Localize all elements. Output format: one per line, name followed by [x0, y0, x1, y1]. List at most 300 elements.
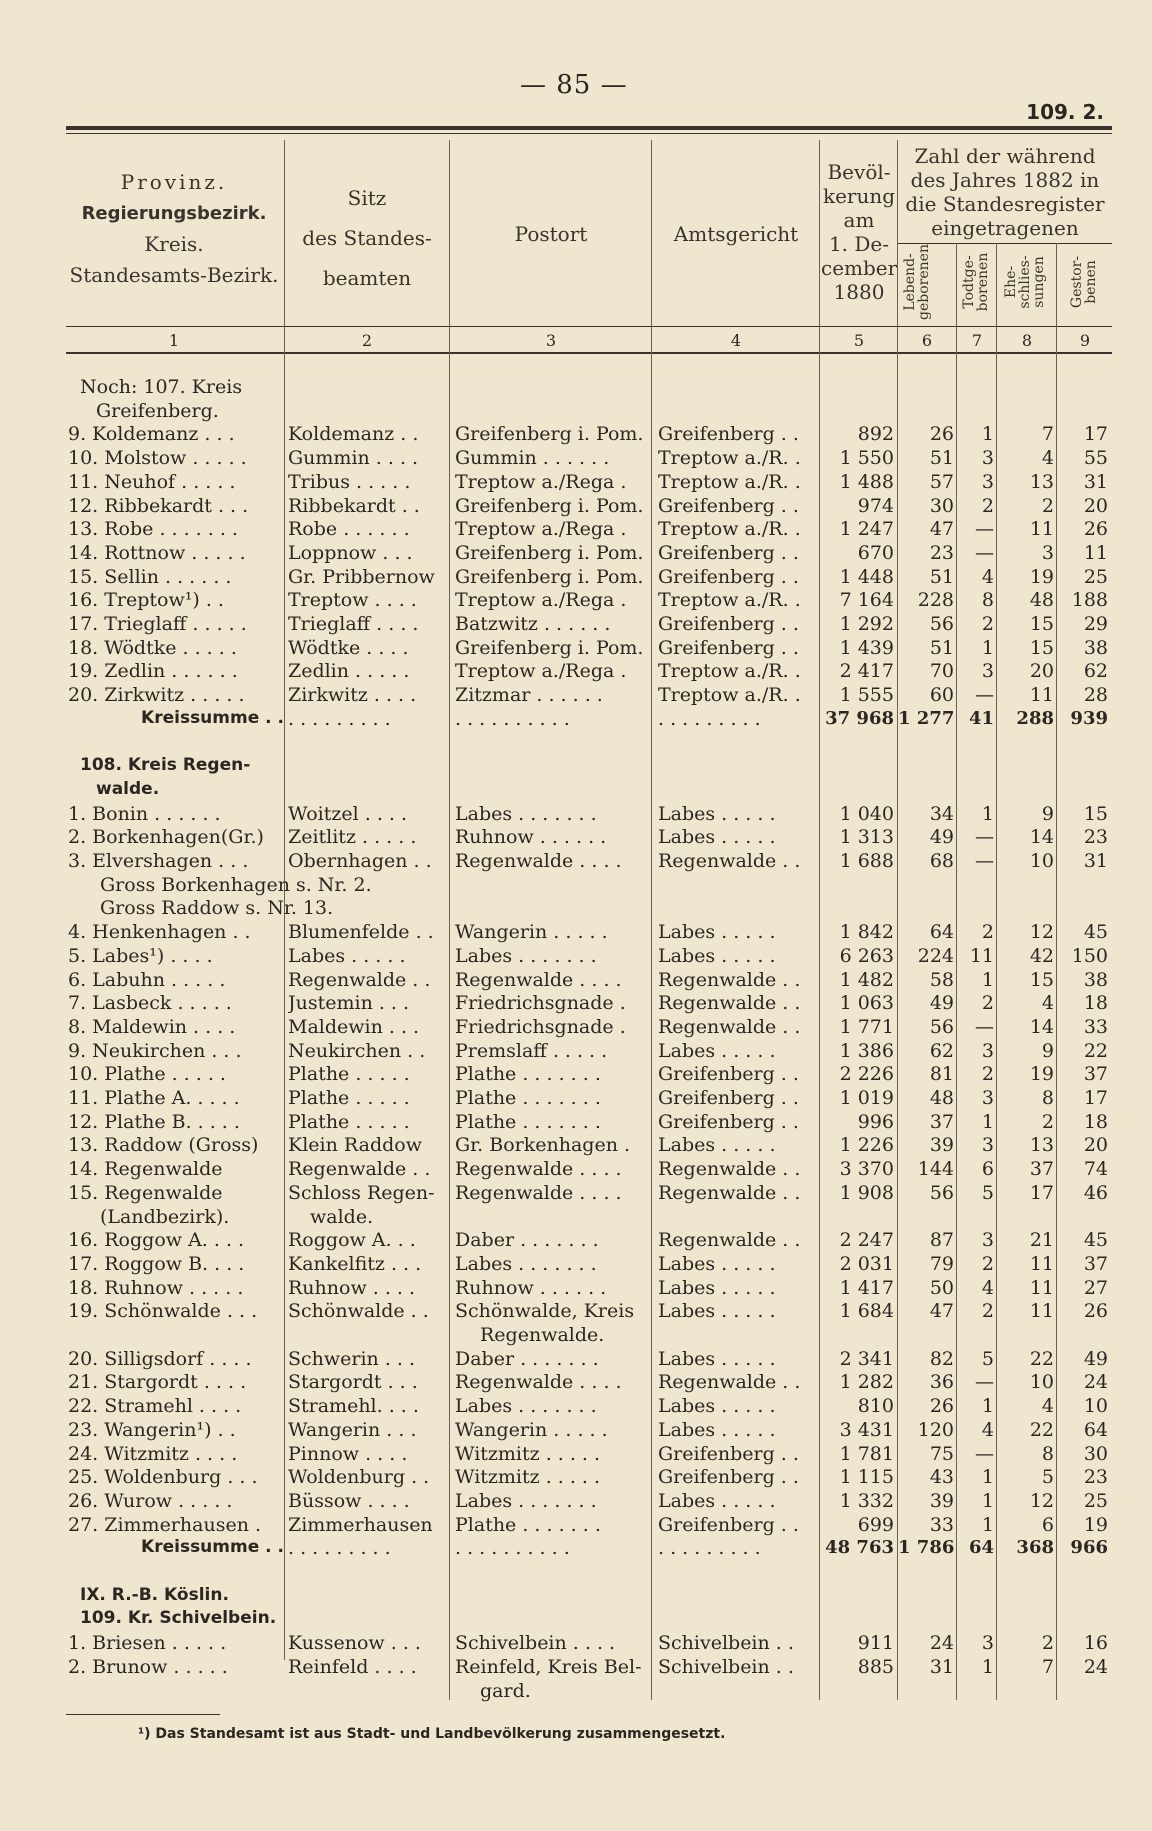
cell-c6: 62 — [929, 1039, 954, 1062]
cell-c3: Regenwalde . . . . — [455, 850, 622, 872]
cell-c2: Gr. Pribbernow — [288, 565, 435, 588]
cell-c1: Gross Raddow s. Nr. 13. — [100, 897, 334, 920]
cell-c6: 48 — [929, 1087, 954, 1109]
table-row — [0, 826, 1152, 850]
column-number: 6 — [921, 331, 933, 350]
cell-c3: Gummin . . . . . . — [455, 447, 610, 470]
cell-c2: Trieglaff . . . . — [288, 613, 419, 635]
cell-c9: 31 — [1083, 470, 1108, 493]
cell-c3: Daber . . . . . . . — [455, 1229, 599, 1252]
cell-c3: Plathe . . . . . . . — [455, 1063, 601, 1086]
table-row — [0, 921, 1152, 945]
cell-c1: 24. Witzmitz . . . . — [68, 1442, 238, 1465]
cell-c4: Treptow a./R. . — [658, 589, 801, 612]
table-row — [0, 447, 1152, 471]
cell-c2: Woitzel . . . . — [288, 802, 408, 825]
cell-c6: 33 — [929, 1513, 954, 1536]
table-row — [0, 850, 1152, 874]
cell-c8: 10 — [1029, 1371, 1054, 1394]
cell-c7: 1 — [981, 968, 994, 991]
cell-c6: 23 — [929, 541, 954, 564]
table-row — [0, 1040, 1152, 1064]
cell-c3: Greifenberg i. Pom. — [455, 423, 644, 446]
header-line: 1880 — [833, 280, 885, 304]
cell-c4: Labes . . . . . — [658, 944, 776, 967]
cell-c8: 4 — [1041, 1395, 1054, 1418]
cell-c5: 1 063 — [839, 992, 894, 1015]
top-rule — [66, 126, 1112, 130]
cell-c8: 288 — [1016, 707, 1054, 729]
cell-c4: Treptow a./R. . — [658, 518, 801, 541]
cell-c6: 120 — [917, 1418, 954, 1441]
cell-c9: 29 — [1083, 613, 1108, 635]
cell-c8: 19 — [1029, 1063, 1054, 1086]
cell-c1: 3. Elvershagen . . . — [68, 850, 249, 872]
cell-c4: Labes . . . . . — [658, 1252, 776, 1275]
cell-c3: Regenwalde . . . . — [455, 1158, 622, 1181]
table-row — [0, 1134, 1152, 1158]
cell-c2: Schönwalde . . — [288, 1300, 429, 1323]
cell-c8: 13 — [1029, 470, 1054, 493]
cell-c5: 996 — [857, 1110, 894, 1133]
cell-c4: Regenwalde . . — [658, 992, 801, 1015]
cell-c5: 1 488 — [839, 470, 894, 493]
cell-c4: Regenwalde . . — [658, 968, 801, 991]
cell-c9: 22 — [1083, 1039, 1108, 1062]
cell-c3: Ruhnow . . . . . . — [455, 826, 607, 849]
cell-c5: 974 — [857, 494, 894, 517]
header-line: Standesamts-Bezirk. — [69, 263, 279, 287]
cell-c9: 966 — [1070, 1537, 1108, 1559]
cell-c6: 51 — [929, 565, 954, 588]
cell-c7: 2 — [981, 992, 994, 1015]
cell-c3: Greifenberg i. Pom. — [455, 636, 644, 659]
cell-c6: 51 — [929, 447, 954, 470]
cell-c9: 24 — [1083, 1655, 1108, 1678]
header-line: Kreis. — [144, 232, 204, 256]
header-line: Bevöl- — [827, 160, 891, 184]
header-eheschliessungen: Ehe-schlies-sungen — [1003, 255, 1047, 309]
cell-c3: Plathe . . . . . . . — [455, 1513, 601, 1536]
cell-c6: 56 — [929, 1015, 954, 1038]
cell-c1: 9. Neukirchen . . . — [68, 1039, 242, 1062]
cell-c1: 11. Plathe A. . . . . — [68, 1087, 240, 1109]
cell-c5: 911 — [857, 1632, 894, 1655]
cell-c6: 81 — [929, 1063, 954, 1086]
cell-c6: 87 — [929, 1229, 954, 1252]
cell-c1: IX. R.-B. Köslin. — [80, 1584, 229, 1605]
cell-c8: 2 — [1041, 1110, 1054, 1133]
note-row — [0, 897, 1152, 921]
cell-c5: 1 771 — [839, 1015, 894, 1038]
table-row — [0, 803, 1152, 827]
cell-c9: 19 — [1083, 1513, 1108, 1536]
cell-c7: 3 — [981, 660, 994, 683]
cell-c4: Greifenberg . . — [658, 613, 799, 635]
cell-c8: 22 — [1029, 1418, 1054, 1441]
cell-c1: 11. Neuhof . . . . . — [68, 470, 236, 493]
table-row — [0, 660, 1152, 684]
cell-c2: . . . . . . . . . — [288, 707, 391, 730]
cell-c5: 37 968 — [825, 707, 894, 729]
cell-c5: 892 — [857, 423, 894, 446]
header-sitz — [286, 178, 448, 298]
cell-c6: 49 — [929, 826, 954, 849]
cell-c2: Wödtke . . . . — [288, 636, 409, 659]
cell-c7: 2 — [981, 494, 994, 517]
cell-c8: 14 — [1029, 1015, 1054, 1038]
table-row — [0, 1419, 1152, 1443]
table-row — [0, 1490, 1152, 1514]
cell-c4: Greifenberg . . — [658, 541, 799, 564]
cell-c8: 10 — [1029, 850, 1054, 872]
cell-c7: — — [975, 1442, 994, 1465]
page-header — [0, 70, 1152, 124]
cell-c3: Treptow a./Rega . — [455, 660, 627, 683]
cell-c9: 18 — [1083, 1110, 1108, 1133]
cell-c3: Treptow a./Rega . — [455, 470, 627, 493]
section-heading — [0, 376, 1152, 400]
cell-c5: 1 282 — [839, 1371, 894, 1394]
header-line: Regierungsbezirk. — [81, 203, 267, 224]
cell-c5: 1 226 — [839, 1134, 894, 1157]
cell-c1: 17. Trieglaff . . . . . — [68, 613, 247, 635]
cell-c7: — — [975, 826, 994, 849]
cell-c6: 43 — [929, 1466, 954, 1489]
cell-c3: Gr. Borkenhagen . — [455, 1134, 631, 1157]
cell-c2: Zedlin . . . . . — [288, 660, 410, 683]
cell-c2: Tribus . . . . . — [288, 470, 411, 493]
header-line: des Standes- — [302, 226, 432, 250]
table-row — [0, 1371, 1152, 1395]
cell-c5: 1 332 — [839, 1489, 894, 1512]
cell-c1: 22. Stramehl . . . . — [68, 1395, 242, 1418]
cell-c2: Plathe . . . . . — [288, 1063, 410, 1086]
cell-c7: 3 — [981, 1632, 994, 1655]
cell-c7: 4 — [981, 1276, 994, 1299]
cell-c5: 1 482 — [839, 968, 894, 991]
cell-c3: Labes . . . . . . . — [455, 1489, 597, 1512]
cell-c7: 3 — [981, 1134, 994, 1157]
cell-c5: 1 115 — [839, 1466, 894, 1489]
cell-c4: Regenwalde . . — [658, 1371, 801, 1394]
cell-c5: 3 370 — [839, 1158, 894, 1181]
cell-c5: 48 763 — [825, 1537, 894, 1559]
cell-c7: 1 — [981, 802, 994, 825]
cell-c7: — — [975, 684, 994, 707]
table-row — [0, 1443, 1152, 1467]
cell-c3: Witzmitz . . . . . — [455, 1442, 601, 1465]
cell-c4: Treptow a./R. . — [658, 470, 801, 493]
cell-c9: 45 — [1083, 1229, 1108, 1252]
cell-c9: 45 — [1083, 921, 1108, 944]
cell-c3: Zitzmar . . . . . . — [455, 684, 603, 707]
header-provinz — [66, 170, 282, 288]
cell-c7: 2 — [981, 1252, 994, 1275]
cell-c3: Labes . . . . . . . — [455, 1395, 597, 1418]
cell-c2: Pinnow . . . . — [288, 1442, 408, 1465]
cell-c2: Ribbekardt . . — [288, 494, 420, 517]
cell-c1: 13. Robe . . . . . . . — [68, 518, 238, 541]
cell-c8: 11 — [1029, 1276, 1054, 1299]
cell-c7: 3 — [981, 470, 994, 493]
cell-c5: 6 263 — [839, 944, 894, 967]
cell-c2: Zimmerhausen — [288, 1513, 433, 1536]
cell-c3: Greifenberg i. Pom. — [455, 565, 644, 588]
cell-c1: 10. Molstow . . . . . — [68, 447, 247, 470]
cell-c9: 25 — [1083, 565, 1108, 588]
cell-c7: 5 — [981, 1347, 994, 1370]
cell-c2: Koldemanz . . — [288, 423, 419, 446]
header-line: am — [843, 208, 875, 232]
cell-c2: Schloss Regen- — [288, 1181, 435, 1204]
cell-c1: 26. Wurow . . . . . — [68, 1489, 233, 1512]
cell-c5: 810 — [857, 1395, 894, 1418]
cell-c9: 16 — [1083, 1632, 1108, 1655]
table-row — [0, 1395, 1152, 1419]
cell-c4: Greifenberg . . — [658, 423, 799, 446]
table-row — [0, 1229, 1152, 1253]
cell-c8: 2 — [1041, 494, 1054, 517]
cell-c9: 27 — [1083, 1276, 1108, 1299]
table-row — [0, 1514, 1152, 1538]
table-row — [0, 1466, 1152, 1490]
cell-c6: 58 — [929, 968, 954, 991]
header-line: die Standesregister — [905, 192, 1105, 216]
cell-c6: 36 — [929, 1371, 954, 1394]
cell-c2: Obernhagen . . — [288, 850, 432, 872]
cell-c1: 17. Roggow B. . . . — [68, 1252, 245, 1275]
cell-c1: 20. Zirkwitz . . . . . — [68, 684, 245, 707]
cell-c4: Regenwalde . . — [658, 1181, 801, 1204]
header-zahl — [899, 144, 1111, 240]
cell-c2: Zirkwitz . . . . — [288, 684, 417, 707]
column-number: 8 — [1021, 331, 1033, 350]
cell-c5: 2 226 — [839, 1063, 894, 1086]
table-row — [0, 542, 1152, 566]
cell-c3: Daber . . . . . . . — [455, 1347, 599, 1370]
cell-c2: Stramehl. . . . — [288, 1395, 419, 1418]
cell-c8: 22 — [1029, 1347, 1054, 1370]
cell-c3: Ruhnow . . . . . . — [455, 1276, 607, 1299]
cell-c3: . . . . . . . . . . — [455, 707, 570, 730]
cell-c9: 11 — [1083, 541, 1108, 564]
header-line: des Jahres 1882 in — [910, 168, 1100, 192]
cell-c9: 38 — [1083, 636, 1108, 659]
cell-c4: . . . . . . . . . — [658, 1537, 761, 1560]
cell-c5: 1 842 — [839, 921, 894, 944]
note-row — [0, 874, 1152, 898]
cell-c5: 670 — [857, 541, 894, 564]
cell-c4: Labes . . . . . — [658, 1276, 776, 1299]
cell-c1: Kreissumme . . — [141, 707, 284, 728]
cell-c1: 12. Plathe B. . . . . — [68, 1110, 240, 1133]
header-amtsgericht: Amtsgericht — [673, 222, 799, 246]
cell-c7: 6 — [981, 1158, 994, 1181]
cell-c3: . . . . . . . . . . — [455, 1537, 570, 1560]
cell-c4: Labes . . . . . — [658, 1347, 776, 1370]
cell-c4: Greifenberg . . — [658, 565, 799, 588]
cell-c3: Schivelbein . . . . — [455, 1632, 616, 1655]
table-row — [0, 684, 1152, 708]
table-row — [0, 1158, 1152, 1182]
cell-c7: — — [975, 1371, 994, 1394]
cell-c8: 11 — [1029, 684, 1054, 707]
cell-c6: 228 — [917, 589, 954, 612]
cell-c9: 17 — [1083, 423, 1108, 446]
cell-c6: 39 — [929, 1489, 954, 1512]
cell-c7: 1 — [981, 1655, 994, 1678]
cell-c2: Regenwalde . . — [288, 1158, 431, 1181]
cell-c1: 13. Raddow (Gross) — [68, 1134, 259, 1157]
cell-c1: 8. Maldewin . . . . — [68, 1015, 236, 1038]
cell-c1: (Landbezirk). — [100, 1205, 230, 1228]
cell-c2: Maldewin . . . — [288, 1015, 420, 1038]
top-rule-thin — [66, 133, 1112, 134]
cell-c6: 50 — [929, 1276, 954, 1299]
cell-c5: 1 550 — [839, 447, 894, 470]
cell-c6: 51 — [929, 636, 954, 659]
table-row — [0, 1300, 1152, 1324]
cell-c6: 56 — [929, 613, 954, 635]
cell-c7: — — [975, 850, 994, 872]
cell-c3: gard. — [480, 1679, 531, 1702]
cell-c1: 18. Ruhnow . . . . . — [68, 1276, 244, 1299]
cell-c3: Labes . . . . . . . — [455, 1252, 597, 1275]
cell-c4: Greifenberg . . — [658, 1087, 799, 1109]
cell-c8: 13 — [1029, 1134, 1054, 1157]
cell-c8: 21 — [1029, 1229, 1054, 1252]
cell-c4: Labes . . . . . — [658, 1134, 776, 1157]
cell-c8: 37 — [1029, 1158, 1054, 1181]
table-row — [0, 1253, 1152, 1277]
cell-c2: walde. — [310, 1205, 374, 1228]
table-row — [0, 1632, 1152, 1656]
cell-c7: — — [975, 518, 994, 541]
cell-c2: Loppnow . . . — [288, 541, 413, 564]
cell-c7: 1 — [981, 1513, 994, 1536]
cell-c4: Regenwalde . . — [658, 1015, 801, 1038]
cell-c5: 2 417 — [839, 660, 894, 683]
cell-c2: Wangerin . . . — [288, 1418, 417, 1441]
cell-c6: 75 — [929, 1442, 954, 1465]
header-postort: Postort — [514, 222, 588, 246]
cell-c8: 14 — [1029, 826, 1054, 849]
cell-c4: Greifenberg . . — [658, 1063, 799, 1086]
cell-c1: 19. Schönwalde . . . — [68, 1300, 258, 1323]
cell-c1: 1. Bonin . . . . . . — [68, 802, 221, 825]
table-row — [0, 566, 1152, 590]
cell-c4: Labes . . . . . — [658, 1489, 776, 1512]
cell-c2: Regenwalde . . — [288, 968, 431, 991]
cell-c6: 30 — [929, 494, 954, 517]
cell-c8: 9 — [1041, 1039, 1054, 1062]
cell-c5: 1 555 — [839, 684, 894, 707]
table-row — [0, 1087, 1152, 1111]
cell-c4: Schivelbein . . — [658, 1632, 794, 1655]
cell-c3: Witzmitz . . . . . — [455, 1466, 601, 1489]
cell-c4: Labes . . . . . — [658, 1300, 776, 1323]
cell-c3: Plathe . . . . . . . — [455, 1087, 601, 1109]
cell-c1: 20. Silligsdorf . . . . — [68, 1347, 252, 1370]
section-heading — [0, 779, 1152, 803]
cell-c2: Kussenow . . . — [288, 1632, 421, 1655]
cell-c3: Wangerin . . . . . — [455, 921, 608, 944]
cell-c6: 70 — [929, 660, 954, 683]
header-bevoelkerung — [821, 160, 897, 304]
cell-c7: 1 — [981, 1489, 994, 1512]
cell-c2: Schwerin . . . — [288, 1347, 416, 1370]
cell-c1: walde. — [96, 778, 160, 799]
cell-c4: Labes . . . . . — [658, 826, 776, 849]
cell-c1: Gross Borkenhagen s. Nr. 2. — [100, 873, 372, 896]
cell-c7: 5 — [981, 1181, 994, 1204]
cell-c1: 14. Rottnow . . . . . — [68, 541, 246, 564]
cell-c8: 11 — [1029, 1300, 1054, 1323]
cell-c6: 49 — [929, 992, 954, 1015]
cell-c2: . . . . . . . . . — [288, 1537, 391, 1560]
table-row — [0, 992, 1152, 1016]
header-line: eingetragenen — [931, 216, 1079, 240]
cell-c6: 68 — [929, 850, 954, 872]
cell-c3: Labes . . . . . . . — [455, 944, 597, 967]
cell-c8: 8 — [1041, 1442, 1054, 1465]
cell-c1: 25. Woldenburg . . . — [68, 1466, 258, 1489]
cell-c3: Regenwalde. — [480, 1324, 605, 1346]
cell-c6: 79 — [929, 1252, 954, 1275]
footnote-rule — [66, 1714, 220, 1715]
cell-c1: Kreissumme . . — [141, 1537, 284, 1558]
cell-c7: 8 — [981, 589, 994, 612]
cell-c6: 24 — [929, 1632, 954, 1655]
column-number: 1 — [168, 331, 180, 350]
cell-c7: 4 — [981, 565, 994, 588]
cell-c9: 55 — [1083, 447, 1108, 470]
cell-c9: 28 — [1083, 684, 1108, 707]
header-line: Provinz. — [120, 170, 228, 194]
cell-c7: 2 — [981, 921, 994, 944]
cell-c9: 37 — [1083, 1063, 1108, 1086]
cell-c3: Reinfeld, Kreis Bel- — [455, 1655, 642, 1678]
cell-c1: 2. Borkenhagen(Gr.) — [68, 826, 264, 849]
cell-c2: Büssow . . . . — [288, 1489, 410, 1512]
cell-c8: 15 — [1029, 636, 1054, 659]
column-number: 5 — [853, 331, 865, 350]
cell-c4: Schivelbein . . — [658, 1655, 794, 1678]
cell-c2: Justemin . . . — [288, 992, 410, 1015]
cell-c9: 15 — [1083, 802, 1108, 825]
cell-c6: 1 277 — [898, 707, 954, 729]
cell-c2: Blumenfelde . . — [288, 921, 434, 944]
table-row — [0, 589, 1152, 613]
cell-c2: Reinfeld . . . . — [288, 1655, 417, 1678]
cell-c3: Regenwalde . . . . — [455, 1371, 622, 1394]
cell-c1: Greifenberg. — [96, 399, 219, 422]
cell-c5: 2 031 — [839, 1252, 894, 1275]
cell-c6: 26 — [929, 1395, 954, 1418]
cell-c2: Roggow A. . . — [288, 1229, 416, 1252]
cell-c9: 20 — [1083, 494, 1108, 517]
cell-c9: 46 — [1083, 1181, 1108, 1204]
column-number: 2 — [361, 331, 373, 350]
cell-c4: Regenwalde . . — [658, 1229, 801, 1252]
cell-c3: Treptow a./Rega . — [455, 589, 627, 612]
cell-c1: 2. Brunow . . . . . — [68, 1655, 228, 1678]
cell-c2: Plathe . . . . . — [288, 1087, 410, 1109]
cell-c4: Treptow a./R. . — [658, 684, 801, 707]
table-row — [0, 1182, 1152, 1206]
cell-c7: 3 — [981, 447, 994, 470]
